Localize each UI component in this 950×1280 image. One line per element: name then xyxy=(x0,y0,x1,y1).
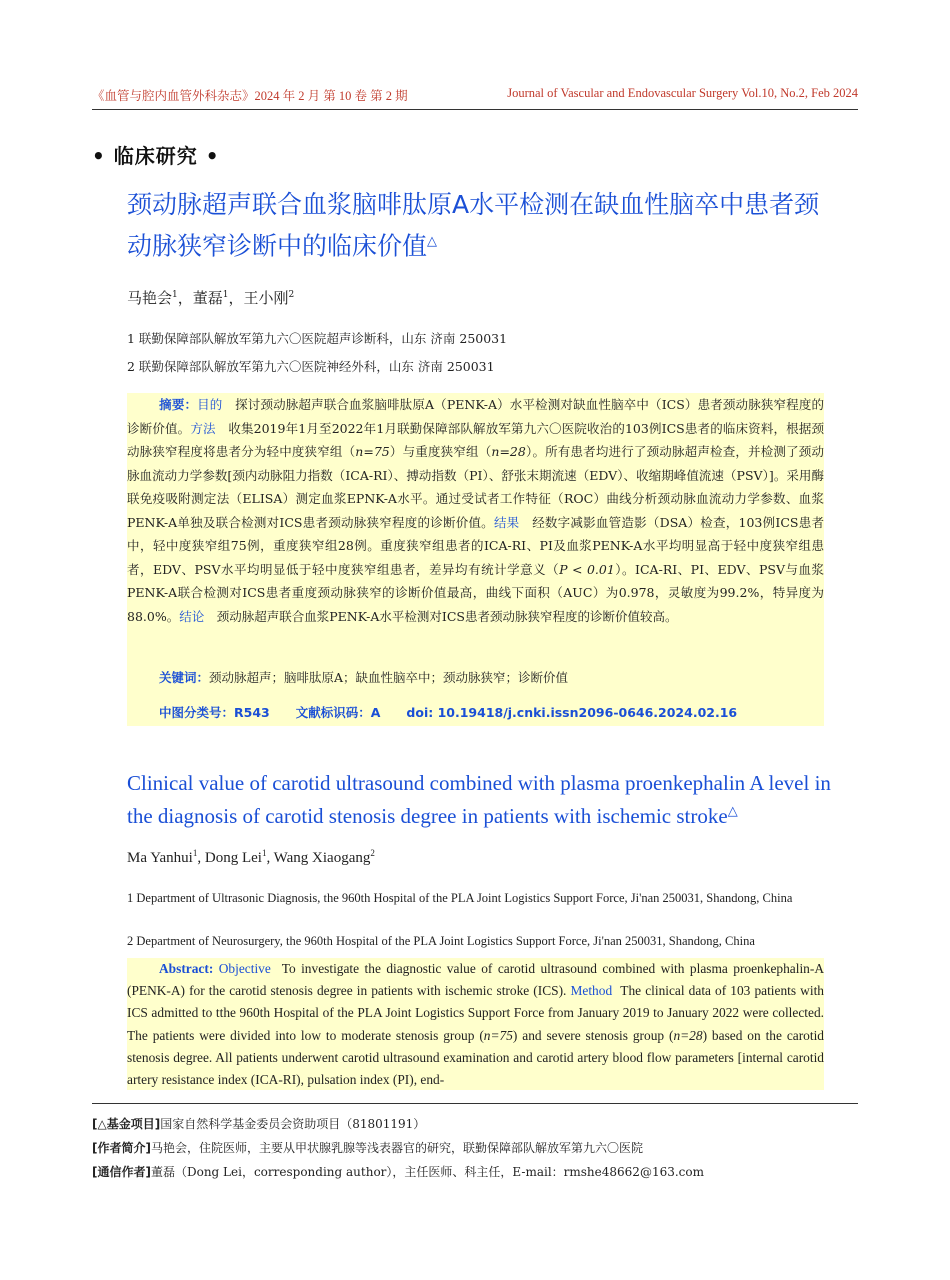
result-label-cn: 结果 xyxy=(493,514,520,530)
method-label-cn: 方法 xyxy=(190,420,216,436)
title-cn-text: 颈动脉超声联合血浆脑啡肽原A水平检测在缺血性脑卒中患者颈动脉狭窄诊断中的临床价值 xyxy=(127,190,820,261)
footnote-rule xyxy=(92,1103,858,1104)
author-sep: , xyxy=(266,850,274,866)
conclusion-text-cn: 颈动脉超声联合血浆PENK-A水平检测对ICS患者颈动脉狭窄程度的诊断价值较高。 xyxy=(216,608,678,624)
affiliation-en-2: 2 Department of Neurosurgery, the 960th Hospital of the PLA Joint Logistics Support Force, Ji'nan 250031, Shandong, China xyxy=(127,934,755,948)
keywords-label: 关键词： xyxy=(159,670,210,685)
doi-link[interactable]: doi: 10.19418/j.cnki.issn2096-0646.2024.02.16 xyxy=(406,705,738,720)
n-value-en-1: n=75 xyxy=(483,1027,513,1043)
n-value-1: n=75 xyxy=(355,444,390,459)
affiliation-cn-2: 2 联勤保障部队解放军第九六〇医院神经外科，山东 济南 250031 xyxy=(127,359,495,374)
footnote-label: [通信作者] xyxy=(92,1165,151,1179)
footnote-label: [△基金项目] xyxy=(92,1117,161,1131)
author-sep: , xyxy=(197,850,205,866)
objective-text-en: To investigate the diagnostic value of carotid ultrasound combined with plasma proenkephalin-A (PENK-A) for the carotid stenosis degree in patients with ischemic stroke (ICS). xyxy=(127,961,824,999)
abstract-en-label: Abstract: xyxy=(159,961,214,976)
authors-en xyxy=(127,848,375,867)
n-value-en-2: n=28 xyxy=(673,1027,703,1043)
abstract-cn xyxy=(127,393,824,628)
classification xyxy=(159,703,763,721)
clc-number: 中图分类号：R543 xyxy=(159,705,270,720)
journal-header-en: Journal of Vascular and Endovascular Surgery Vol.10, No.2, Feb 2024 xyxy=(507,86,858,100)
title-en-text: Clinical value of carotid ultrasound combined with plasma proenkephalin A level in the diagnosis of carotid stenosis degree in patients with ischemic stroke xyxy=(127,771,831,828)
footnote-fund xyxy=(92,1115,425,1132)
abstract-cn-label: 摘要： xyxy=(159,397,198,412)
title-en-mark: △ xyxy=(727,803,738,818)
method-text-en: The clinical data of 103 patients with ICS admitted to tthe 960th Hospital of the PLA Joint Logistics Support Force from January 2019 to January 2022 were collected. The patients were divided into low to moderate stenosis group ( xyxy=(127,983,824,1043)
author-aff-mark: 1 xyxy=(172,290,178,300)
author-aff-mark: 1 xyxy=(261,848,267,858)
author-en: Ma Yanhui xyxy=(127,850,193,866)
method-text-cn: ）。所有患者均进行了颈动脉超声检查，并检测了颈动脉血流动力学参数[颈内动脉阻力指数（ICA-RI）、搏动指数（PI）、舒张末期流速（EDV）、收缩期峰值流速（PSV）]。采用酶联免疫吸附测定法（ELISA）测定血浆EPNK-A水平。通过受试者工作特征（ROC）曲线分析颈动脉血流动力学参数、血浆PENK-A单独及联合检测对ICS患者颈动脉狭窄程度的诊断价值。 xyxy=(127,444,824,530)
result-text-cn: 经数字减影血管造影（DSA）检查，103例ICS患者中，轻中度狭窄组75例，重度狭窄组28例。重度狭窄组患者的ICA-RI、PI及血浆PENK-A水平均明显高于轻中度狭窄组患者，EDV、PSV水平均明显低于轻中度狭窄组患者，差异均有统计学意义（ xyxy=(127,514,824,577)
footnote-author-bio xyxy=(92,1139,643,1156)
section-label: • 临床研究 • xyxy=(92,144,220,168)
method-text-en: ) and severe stenosis group ( xyxy=(512,1027,674,1043)
title-cn xyxy=(127,186,827,264)
author-aff-mark: 2 xyxy=(288,290,295,300)
objective-label-cn: 目的 xyxy=(197,397,223,412)
author-cn: 王小刚 xyxy=(243,289,289,307)
objective-label-en: Objective xyxy=(218,961,271,976)
footnote-text: 国家自然科学基金委员会资助项目（81801191） xyxy=(160,1117,426,1131)
author-cn: 马艳会 xyxy=(127,289,173,307)
method-label-en: Method xyxy=(570,983,613,999)
author-aff-mark: 1 xyxy=(222,290,229,300)
author-aff-mark: 2 xyxy=(370,848,375,858)
journal-header-cn: 《血管与腔内血管外科杂志》2024 年 2 月 第 10 卷 第 2 期 xyxy=(92,89,408,103)
keywords xyxy=(159,668,568,686)
title-en xyxy=(127,769,832,830)
abstract-en xyxy=(127,958,824,1090)
method-text-cn: ）与重度狭窄组（ xyxy=(389,444,492,459)
keywords-text: 颈动脉超声；脑啡肽原A；缺血性脑卒中；颈动脉狭窄；诊断价值 xyxy=(209,670,569,685)
footnote-correspondence xyxy=(92,1163,704,1180)
affiliation-en-1: 1 Department of Ultrasonic Diagnosis, the 960th Hospital of the PLA Joint Logistics Support Force, Ji'nan 250031, Shandong, China xyxy=(127,891,793,905)
author-sep: ， xyxy=(177,289,193,307)
conclusion-label-cn: 结论 xyxy=(179,608,205,624)
header-rule xyxy=(92,109,858,110)
p-value: P < 0.01 xyxy=(559,561,615,577)
result-text-cn: ）。ICA-RI、PI、EDV、PSV与血浆PENK-A联合检测对ICS患者重度颈动脉狭窄的诊断价值最高，曲线下面积（AUC）为0.978，灵敏度为99.2%，特异度为88.0%。 xyxy=(127,561,825,624)
footnote-text: 马艳会，住院医师，主要从甲状腺乳腺等浅表器官的研究，联勤保障部队解放军第九六〇医院 xyxy=(150,1141,643,1155)
author-en: Dong Lei xyxy=(204,850,262,866)
author-en: Wang Xiaogang xyxy=(273,850,371,866)
method-text-cn: 收集2019年1月至2022年1月联勤保障部队解放军第九六〇医院收治的103例ICS患者的临床资料，根据颈动脉狭窄程度将患者分为轻中度狭窄组（ xyxy=(127,420,824,459)
objective-text-cn: 探讨颈动脉超声联合血浆脑啡肽原A（PENK-A）水平检测对缺血性脑卒中（ICS）患者颈动脉狭窄程度的诊断价值。 xyxy=(127,397,824,436)
author-aff-mark: 1 xyxy=(192,848,198,858)
footnote-label: [作者简介] xyxy=(92,1141,151,1155)
authors-cn xyxy=(127,287,294,308)
method-text-en: ) based on the carotid stenosis degree. All patients underwent carotid ultrasound examination and carotid artery blood flow parameters [internal carotid artery resistance index (ICA-RI), pulsation index (PI), end- xyxy=(127,1027,824,1088)
n-value-2: n=28 xyxy=(491,444,526,459)
footnote-text: 董磊（Dong Lei，corresponding author），主任医师、科主任，E-mail：rmshe48662@163.com xyxy=(150,1165,704,1179)
title-cn-mark: △ xyxy=(427,234,438,249)
affiliation-cn-1: 1 联勤保障部队解放军第九六〇医院超声诊断科，山东 济南 250031 xyxy=(127,331,508,346)
author-cn: 董磊 xyxy=(192,289,223,307)
document-code: 文献标识码：A xyxy=(295,705,381,720)
author-sep: ， xyxy=(228,289,244,307)
